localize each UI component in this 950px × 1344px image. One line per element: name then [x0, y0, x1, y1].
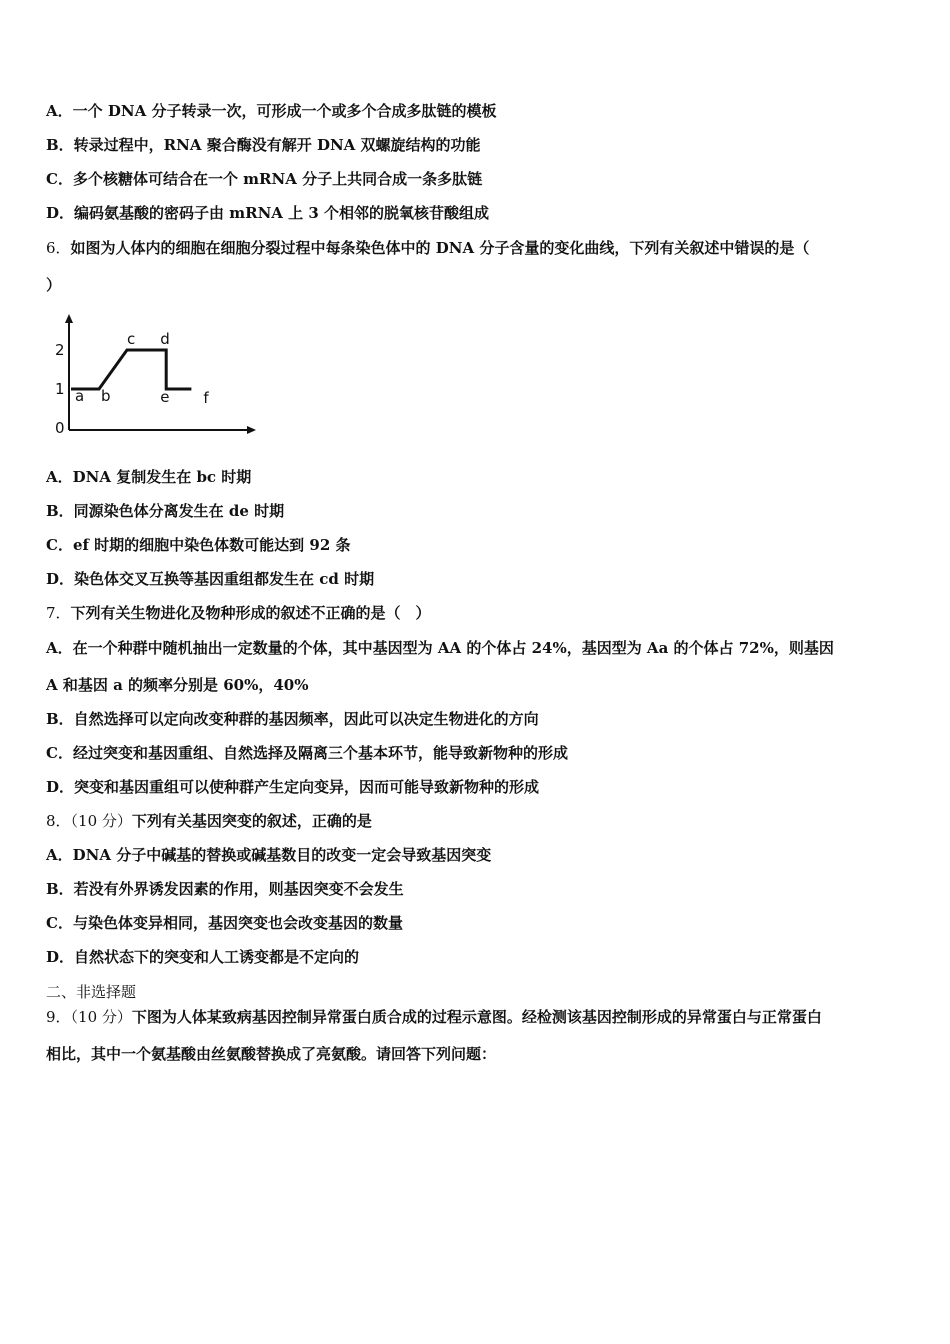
- y-tick-1: 1: [55, 380, 65, 398]
- q8-option-b: B．若没有外界诱发因素的作用，则基因突变不会发生: [46, 880, 404, 898]
- q8-number: 8．: [46, 812, 71, 830]
- q7-option-a-line1: A．在一个种群中随机抽出一定数量的个体，其中基因型为 AA 的个体占 24%，基因型为 Aa 的个体占 72%，则基因: [46, 639, 834, 657]
- q6-option-c: C．ef 时期的细胞中染色体数可能达到 92 条: [46, 536, 351, 554]
- y-tick-2: 2: [55, 341, 65, 359]
- point-label-d: d: [160, 330, 170, 348]
- q8-option-d: D．自然状态下的突变和人工诱变都是不定向的: [46, 948, 360, 966]
- q6-option-b: B．同源染色体分离发生在 de 时期: [46, 502, 285, 520]
- q8-option-a: A．DNA 分子中碱基的替换或碱基数目的改变一定会导致基因突变: [46, 846, 492, 864]
- q6-stem: 如图为人体内的细胞在细胞分裂过程中每条染色体中的 DNA 分子含量的变化曲线，下列有关叙述中错误的是（: [70, 239, 810, 257]
- dna-curve: [71, 350, 191, 389]
- q8-stem: 下列有关基因突变的叙述，正确的是: [131, 812, 372, 830]
- q7-option-d: D．突变和基因重组可以使种群产生定向变异，因而可能导致新物种的形成: [46, 778, 540, 796]
- q6-stem-end: ）: [46, 276, 62, 294]
- y-axis-arrow: [65, 314, 73, 323]
- q6-option-a: A．DNA 复制发生在 bc 时期: [46, 468, 252, 486]
- q9-score: （10 分）: [70, 1008, 132, 1026]
- q7-number: 7．: [46, 604, 71, 622]
- q7-option-a-line2: A 和基因 a 的频率分别是 60%，40%: [46, 676, 309, 694]
- q7-stem: 下列有关生物进化及物种形成的叙述不正确的是（ ）: [70, 604, 431, 622]
- q5-option-d: D．编码氨基酸的密码子由 mRNA 上 3 个相邻的脱氧核苷酸组成: [46, 204, 490, 222]
- q5-option-b: B．转录过程中，RNA 聚合酶没有解开 DNA 双螺旋结构的功能: [46, 136, 481, 154]
- q9-stem-line1: [46, 1007, 822, 1027]
- y-tick-0: 0: [55, 419, 65, 437]
- section-heading: 二、非选择题: [46, 983, 137, 1001]
- point-label-f: f: [203, 389, 209, 407]
- point-label-b: b: [101, 387, 111, 405]
- q6-number: 6．: [46, 239, 71, 257]
- q5-option-c: C．多个核糖体可结合在一个 mRNA 分子上共同合成一条多肽链: [46, 170, 483, 188]
- point-label-c: c: [127, 330, 136, 348]
- q7-option-b: B．自然选择可以定向改变种群的基因频率，因此可以决定生物进化的方向: [46, 710, 539, 728]
- q8-score: （10 分）: [70, 812, 132, 830]
- q6-option-d: D．染色体交叉互换等基因重组都发生在 cd 时期: [46, 570, 375, 588]
- q9-stem-line2: 相比，其中一个氨基酸由丝氨酸替换成了亮氨酸。请回答下列问题：: [46, 1045, 497, 1063]
- q7-option-c: C．经过突变和基因重组、自然选择及隔离三个基本环节，能导致新物种的形成: [46, 744, 568, 762]
- dna-content-chart: [52, 312, 262, 440]
- x-axis-arrow: [247, 426, 256, 434]
- q8-option-c: C．与染色体变异相同，基因突变也会改变基因的数量: [46, 914, 403, 932]
- q7-stem-line: [46, 603, 431, 623]
- q9-stem-part1: 下图为人体某致病基因控制异常蛋白质合成的过程示意图。经检测该基因控制形成的异常蛋白与正常蛋白: [131, 1008, 822, 1026]
- q9-number: 9．: [46, 1008, 71, 1026]
- point-label-e: e: [160, 388, 170, 406]
- q5-option-a: A．一个 DNA 分子转录一次，可形成一个或多个合成多肽链的模板: [46, 102, 497, 120]
- q6-stem-line: [46, 238, 809, 258]
- point-label-a: a: [75, 387, 85, 405]
- q8-stem-line: [46, 811, 372, 831]
- point-labels: [75, 330, 209, 407]
